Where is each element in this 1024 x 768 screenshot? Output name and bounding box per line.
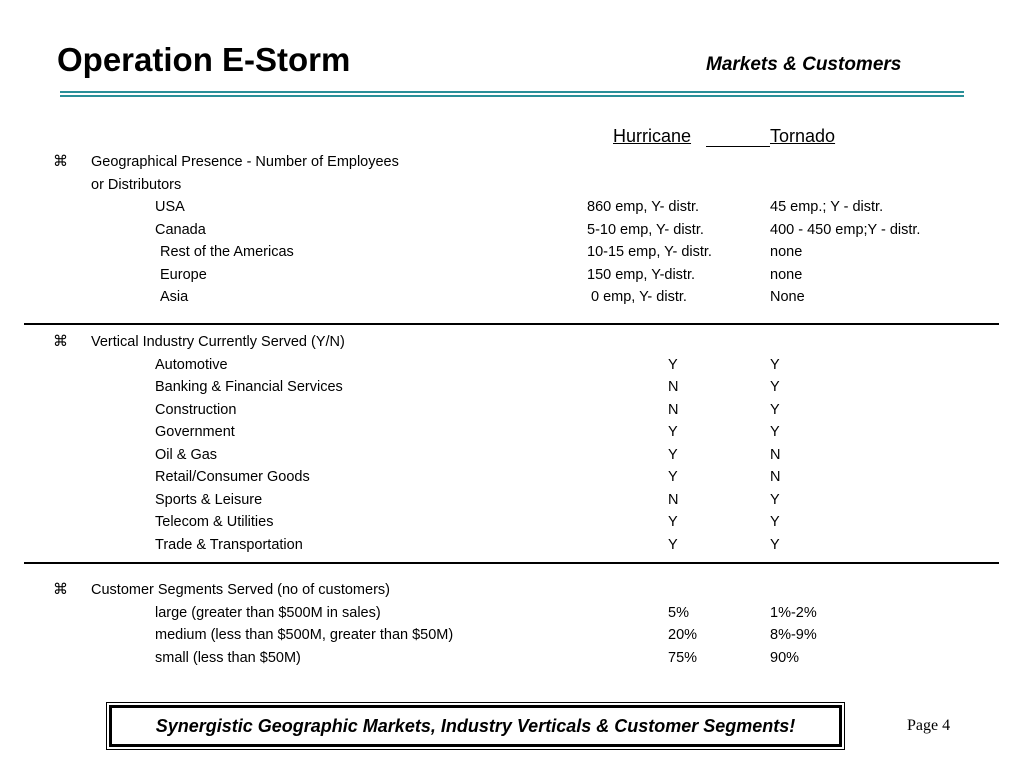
segment-row-hurricane: 5% bbox=[668, 605, 689, 621]
vertical-row-tornado: Y bbox=[770, 537, 780, 553]
geo-row-label: Rest of the Americas bbox=[160, 244, 294, 260]
section-heading-geo: Geographical Presence - Number of Employees bbox=[91, 154, 399, 170]
geo-row-label: Canada bbox=[155, 222, 206, 238]
segment-row-hurricane: 75% bbox=[668, 650, 698, 666]
section-divider bbox=[24, 323, 999, 325]
vertical-row-label: Sports & Leisure bbox=[155, 492, 263, 508]
geo-row-label: USA bbox=[155, 199, 185, 215]
vertical-row-hurricane: Y bbox=[668, 514, 678, 530]
geo-row-tornado: None bbox=[770, 289, 805, 305]
vertical-row-tornado: Y bbox=[770, 492, 780, 508]
vertical-row-hurricane: N bbox=[668, 492, 679, 508]
vertical-row-label: Banking & Financial Services bbox=[155, 379, 343, 395]
section-heading-vertical: Vertical Industry Currently Served (Y/N) bbox=[91, 334, 345, 350]
vertical-row-tornado: N bbox=[770, 469, 781, 485]
geo-row-hurricane: 0 emp, Y- distr. bbox=[591, 289, 687, 305]
segment-row-label: small (less than $50M) bbox=[155, 650, 301, 666]
bullet-icon: ⌘ bbox=[53, 333, 68, 350]
vertical-row-tornado: Y bbox=[770, 402, 780, 418]
vertical-row-label: Telecom & Utilities bbox=[155, 514, 274, 530]
section-heading-geo-cont: or Distributors bbox=[91, 177, 182, 193]
vertical-row-label: Government bbox=[155, 424, 235, 440]
segment-row-tornado: 90% bbox=[770, 650, 800, 666]
section-heading-segments: Customer Segments Served (no of customers) bbox=[91, 582, 390, 598]
geo-row-tornado: 45 emp.; Y - distr. bbox=[770, 199, 884, 215]
geo-row-label: Europe bbox=[160, 267, 207, 283]
geo-row-label: Asia bbox=[160, 289, 189, 305]
column-header-tornado: Tornado bbox=[770, 126, 836, 146]
vertical-row-tornado: Y bbox=[770, 357, 780, 373]
title-rule-top bbox=[60, 91, 964, 93]
column-header-hurricane: Hurricane bbox=[613, 126, 692, 146]
segment-row-tornado: 8%-9% bbox=[770, 627, 817, 643]
geo-row-tornado: none bbox=[770, 267, 803, 283]
bullet-icon: ⌘ bbox=[53, 581, 68, 598]
tagline-text: Synergistic Geographic Markets, Industry Verticals & Customer Segments! bbox=[155, 715, 796, 736]
geo-row-tornado: 400 - 450 emp;Y - distr. bbox=[770, 222, 921, 238]
vertical-row-tornado: N bbox=[770, 447, 781, 463]
vertical-row-tornado: Y bbox=[770, 424, 780, 440]
vertical-row-hurricane: N bbox=[668, 402, 679, 418]
page-subtitle: Markets & Customers bbox=[706, 54, 902, 75]
bullet-icon: ⌘ bbox=[53, 153, 68, 170]
vertical-row-hurricane: Y bbox=[668, 357, 678, 373]
vertical-row-label: Automotive bbox=[155, 357, 228, 373]
segment-row-hurricane: 20% bbox=[668, 627, 698, 643]
vertical-row-hurricane: Y bbox=[668, 537, 678, 553]
vertical-row-label: Retail/Consumer Goods bbox=[155, 469, 310, 485]
geo-row-hurricane: 10-15 emp, Y- distr. bbox=[587, 244, 712, 260]
vertical-row-hurricane: Y bbox=[668, 424, 678, 440]
segment-row-label: large (greater than $500M in sales) bbox=[155, 605, 381, 621]
vertical-row-label: Construction bbox=[155, 402, 237, 418]
geo-row-tornado: none bbox=[770, 244, 803, 260]
section-divider bbox=[24, 562, 999, 564]
vertical-row-tornado: Y bbox=[770, 514, 780, 530]
geo-row-hurricane: 860 emp, Y- distr. bbox=[587, 199, 700, 215]
vertical-row-label: Trade & Transportation bbox=[155, 537, 303, 553]
vertical-row-hurricane: N bbox=[668, 379, 679, 395]
page-number: Page 4 bbox=[907, 717, 951, 734]
tagline-box bbox=[109, 705, 842, 747]
vertical-row-label: Oil & Gas bbox=[155, 447, 218, 463]
column-header-underline bbox=[706, 146, 770, 147]
vertical-row-tornado: Y bbox=[770, 379, 780, 395]
title-rule-bottom bbox=[60, 95, 964, 97]
vertical-row-hurricane: Y bbox=[668, 447, 678, 463]
geo-row-hurricane: 150 emp, Y-distr. bbox=[587, 267, 696, 283]
vertical-row-hurricane: Y bbox=[668, 469, 678, 485]
segment-row-tornado: 1%-2% bbox=[770, 605, 817, 621]
geo-row-hurricane: 5-10 emp, Y- distr. bbox=[587, 222, 704, 238]
segment-row-label: medium (less than $500M, greater than $50M) bbox=[155, 627, 454, 643]
page-title: Operation E-Storm bbox=[57, 41, 351, 78]
